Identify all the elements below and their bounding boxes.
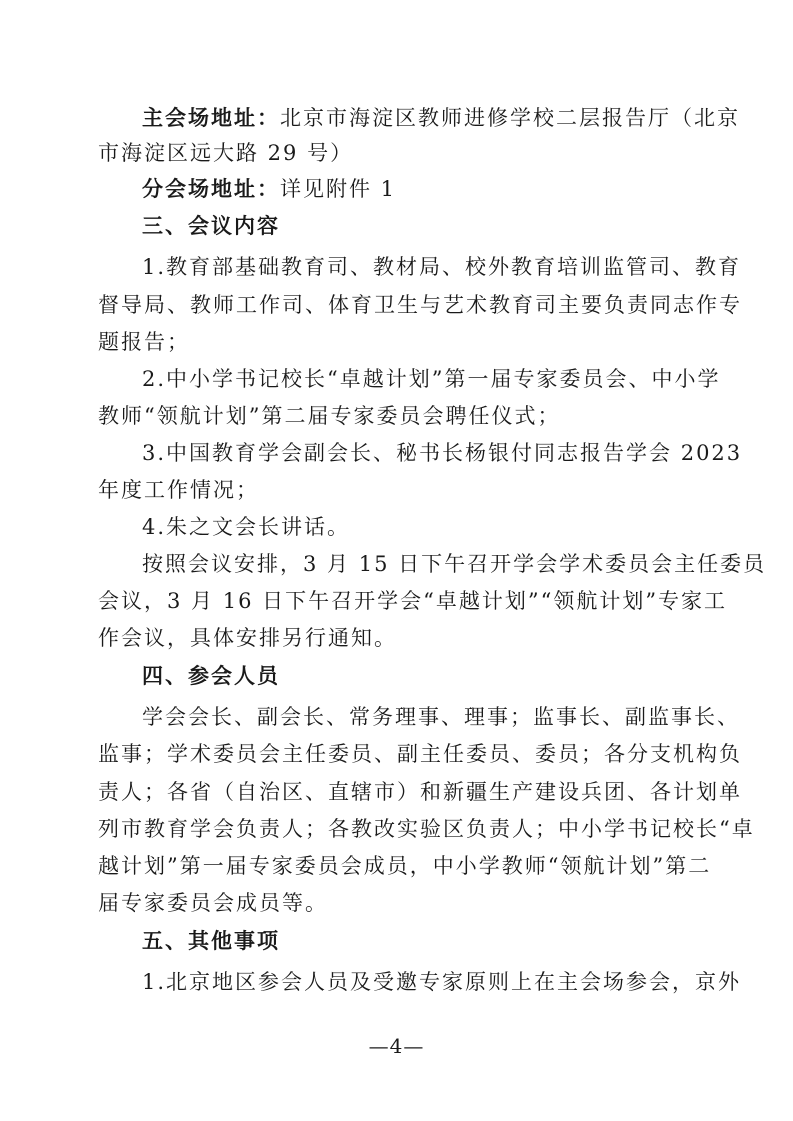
paragraph-line: 作会议，具体安排另行通知。 xyxy=(98,626,397,650)
paragraph-line: 年度工作情况； xyxy=(98,478,259,502)
paragraph-line: 届专家委员会成员等。 xyxy=(98,891,328,915)
paragraph-line: 3.中国教育学会副会长、秘书长杨银付同志报告学会 2023 xyxy=(142,441,743,465)
section-heading-meeting-content: 三、会议内容 xyxy=(142,214,280,238)
paragraph-line: 列市教育学会负责人；各教改实验区负责人；中小学书记校长“卓 xyxy=(98,817,755,841)
paragraph-line: 2.中小学书记校长“卓越计划”第一届专家委员会、中小学 xyxy=(142,367,721,391)
paragraph-line: 1.教育部基础教育司、教材局、校外教育培训监管司、教育 xyxy=(142,255,742,279)
paragraph-line: 4.朱之文会长讲话。 xyxy=(142,515,351,539)
paragraph-line: 学会会长、副会长、常务理事、理事；监事长、副监事长、 xyxy=(142,705,740,729)
page-number: —4— xyxy=(368,1034,425,1058)
main-venue-address-continued: 市海淀区远大路 29 号） xyxy=(98,141,354,165)
paragraph-line: 监事；学术委员会主任委员、副主任委员、委员；各分支机构负 xyxy=(98,742,742,766)
paragraph-line: 责人；各省（自治区、直辖市）和新疆生产建设兵团、各计划单 xyxy=(98,780,742,804)
paragraph-line: 按照会议安排，3 月 15 日下午召开学会学术委员会主任委员 xyxy=(142,552,767,576)
paragraph-line: 督导局、教师工作司、体育卫生与艺术教育司主要负责同志作专 xyxy=(98,293,742,317)
paragraph-line: 会议，3 月 16 日下午召开学会“卓越计划”“领航计划”专家工 xyxy=(98,589,728,613)
branch-venue-text: 详见附件 1 xyxy=(280,177,397,201)
main-venue-label: 主会场地址： xyxy=(142,105,280,130)
branch-venue-label: 分会场地址： xyxy=(142,176,280,201)
section-heading-other-matters: 五、其他事项 xyxy=(142,929,280,953)
section-heading-attendees: 四、参会人员 xyxy=(142,664,280,688)
branch-venue-line xyxy=(0,172,793,206)
paragraph-line: 1.北京地区参会人员及受邀专家原则上在主会场参会，京外 xyxy=(142,970,742,994)
main-venue-address: 北京市海淀区教师进修学校二层报告厅（北京 xyxy=(280,106,740,130)
main-venue-line xyxy=(0,101,793,135)
paragraph-line: 越计划”第一届专家委员会成员，中小学教师“领航计划”第二 xyxy=(98,854,712,878)
paragraph-line: 题报告； xyxy=(98,330,190,354)
paragraph-line: 教师“领航计划”第二届专家委员会聘任仪式； xyxy=(98,404,561,428)
